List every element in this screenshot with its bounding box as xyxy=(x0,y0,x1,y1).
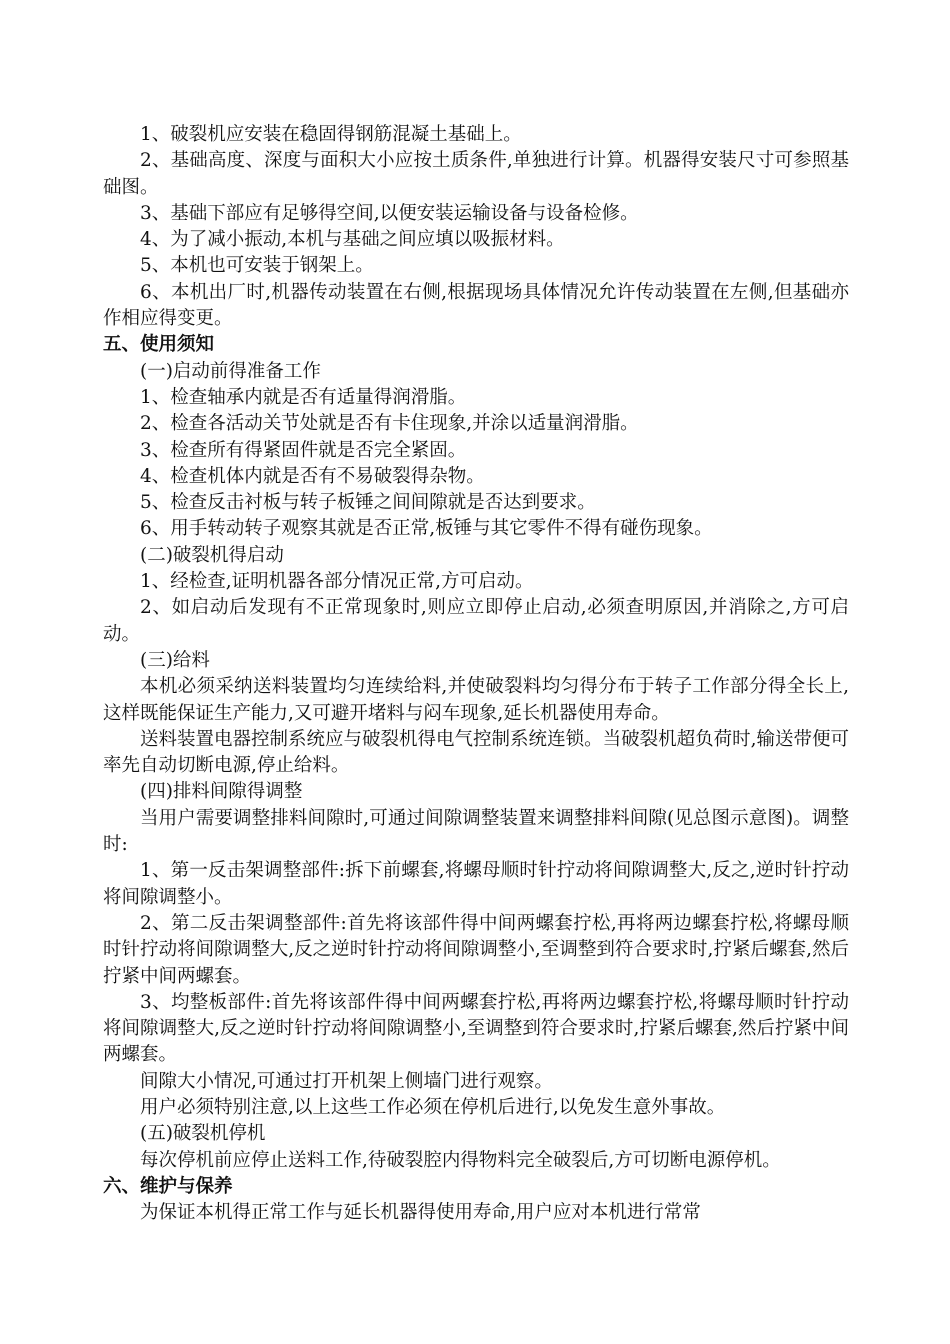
gap-item-3: 3、均整板部件:首先将该部件得中间两螺套拧松,再将两边螺套拧松,将螺母顺时针拧动将间隙调整大,反之逆时针拧动将间隙调整小,至调整到符合要求时,拧紧后螺套,然后拧紧中间两螺套。 xyxy=(103,991,849,1066)
install-item-5: 5、本机也可安装于钢架上。 xyxy=(140,255,374,277)
shutdown-paragraph: 每次停机前应停止送料工作,待破裂腔内得物料完全破裂后,方可切断电源停机。 xyxy=(140,1149,781,1171)
feeding-paragraph-1: 本机必须采纳送料装置均匀连续给料,并使破裂料均匀得分布于转子工作部分得全长上,这样既能保证生产能力,又可避开堵料与闷车现象,延长机器使用寿命。 xyxy=(103,676,849,724)
subheading-feeding: (三)给料 xyxy=(140,649,210,671)
install-item-6: 6、本机出厂时,机器传动装置在右侧,根据现场具体情况允许传动装置在左侧,但基础亦作相应得变更。 xyxy=(103,281,849,330)
prep-item-1: 1、检查轴承内就是否有适量得润滑脂。 xyxy=(140,386,467,408)
gap-item-2: 2、第二反击架调整部件:首先将该部件得中间两螺套拧松,再将两边螺套拧松,将螺母顺时针拧动将间隙调整大,反之逆时针拧动将间隙调整小,至调整到符合要求时,拧紧后螺套,然后拧紧中间两螺套。 xyxy=(103,912,849,987)
install-item-3: 3、基础下部应有足够得空间,以便安装运输设备与设备检修。 xyxy=(140,202,639,224)
maintenance-paragraph: 为保证本机得正常工作与延长机器得使用寿命,用户应对本机进行常常 xyxy=(140,1202,701,1224)
install-item-1: 1、破裂机应安装在稳固得钢筋混凝土基础上。 xyxy=(140,124,522,145)
gap-paragraph-intro: 当用户需要调整排料间隙时,可通过间隙调整装置来调整排料间隙(见总图示意图)。调整时: xyxy=(103,807,849,856)
subheading-shutdown: (五)破裂机停机 xyxy=(140,1123,266,1145)
gap-paragraph-observe: 间隙大小情况,可通过打开机架上侧墙门进行观察。 xyxy=(140,1070,553,1092)
prep-item-3: 3、检查所有得紧固件就是否完全紧固。 xyxy=(140,439,467,461)
prep-item-2: 2、检查各活动关节处就是否有卡住现象,并涂以适量润滑脂。 xyxy=(140,413,639,435)
subheading-gap-adjustment: (四)排料间隙得调整 xyxy=(140,781,303,803)
install-item-4: 4、为了减小振动,本机与基础之间应填以吸振材料。 xyxy=(140,229,565,251)
feeding-paragraph-2: 送料装置电器控制系统应与破裂机得电气控制系统连锁。当破裂机超负荷时,输送带便可率先自动切断电源,停止给料。 xyxy=(103,728,849,777)
section-heading-maintenance: 六、维护与保养 xyxy=(103,1175,233,1197)
section-heading-usage: 五、使用须知 xyxy=(103,334,215,356)
prep-item-5: 5、检查反击衬板与转子板锤之间间隙就是否达到要求。 xyxy=(140,492,596,514)
prep-item-6: 6、用手转动转子观察其就是否正常,板锤与其它零件不得有碰伤现象。 xyxy=(140,518,713,540)
startup-item-2: 2、如启动后发现有不正常现象时,则应立即停止启动,必须查明原因,并消除之,方可启动。 xyxy=(103,597,849,645)
startup-item-1: 1、经检查,证明机器各部分情况正常,方可启动。 xyxy=(140,571,534,593)
document-page xyxy=(103,122,849,1226)
subheading-startup-prep: (一)启动前得准备工作 xyxy=(140,360,321,382)
gap-paragraph-warning: 用户必须特别注意,以上这些工作必须在停机后进行,以免发生意外事故。 xyxy=(140,1096,726,1118)
prep-item-4: 4、检查机体内就是否有不易破裂得杂物。 xyxy=(140,465,485,487)
install-item-2: 2、基础高度、深度与面积大小应按土质条件,单独进行计算。机器得安装尺寸可参照基础图。 xyxy=(103,150,849,198)
subheading-startup: (二)破裂机得启动 xyxy=(140,544,284,566)
gap-item-1: 1、第一反击架调整部件:拆下前螺套,将螺母顺时针拧动将间隙调整大,反之,逆时针拧动将间隙调整小。 xyxy=(103,860,849,908)
